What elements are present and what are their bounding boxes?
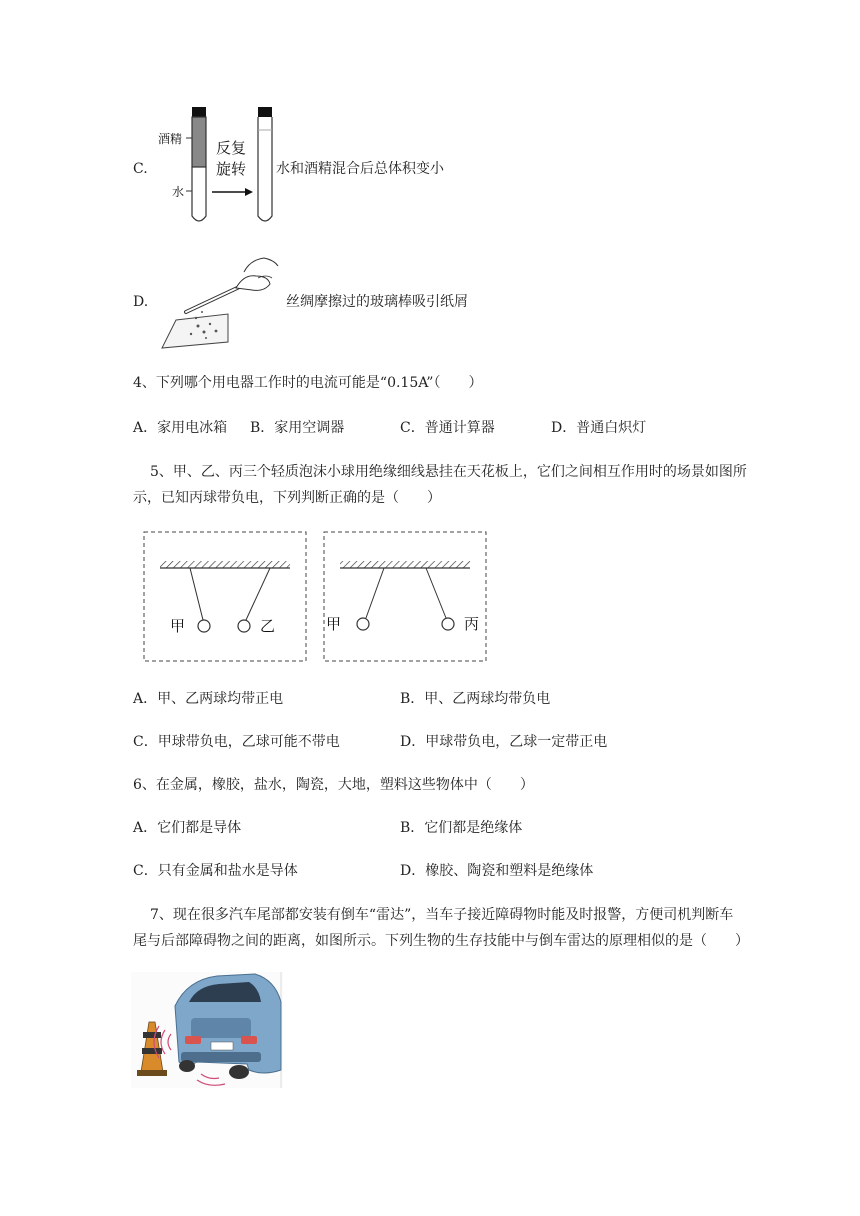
q4-stem: 4、下列哪个用电器工作时的电流可能是“0.15A”（ ）	[133, 375, 483, 391]
ball-yi: 乙	[260, 617, 276, 635]
q5-option-d: D．甲球带负电，乙球一定带正电	[400, 734, 608, 750]
option-c-text: 水和酒精混合后总体积变小	[276, 161, 444, 177]
q5-option-c: C．甲球带负电，乙球可能不带电	[133, 734, 340, 750]
action-label-2: 旋转	[216, 160, 247, 178]
q6-option-a: A．它们都是导体	[133, 820, 242, 836]
q4-option-a: A．家用电冰箱	[133, 420, 228, 436]
q5-stem-line2: 示，已知丙球带负电，下列判断正确的是（ ）	[133, 490, 441, 506]
q6-stem: 6、在金属，橡胶，盐水，陶瓷，大地，塑料这些物体中（ ）	[133, 777, 534, 793]
option-d-text: 丝绸摩擦过的玻璃棒吸引纸屑	[286, 294, 468, 310]
q7-stem-line1: 7、现在很多汽车尾部都安装有倒车“雷达”，当车子接近障碍物时能及时报警，方便司机判断车	[150, 907, 734, 923]
water-label: 水	[172, 185, 185, 199]
option-d-label: D.	[133, 294, 149, 310]
alcohol-label: 酒精	[158, 132, 183, 146]
q4-option-c: C．普通计算器	[400, 420, 495, 436]
q4-option-b: B．家用空调器	[250, 420, 345, 436]
tube-mixing-figure	[150, 104, 280, 230]
ball-jia-left: 甲	[170, 617, 186, 635]
hanging-balls-figure	[140, 530, 490, 664]
q6-option-c: C．只有金属和盐水是导体	[133, 863, 298, 879]
action-label-1: 反复	[216, 139, 247, 157]
q5-option-b: B．甲、乙两球均带负电	[400, 691, 551, 707]
q7-stem-line2: 尾与后部障碍物之间的距离，如图所示。下列生物的生存技能中与倒车雷达的原理相似的是（ ）	[133, 933, 749, 949]
option-c-label: C.	[133, 161, 148, 177]
q6-option-b: B．它们都是绝缘体	[400, 820, 523, 836]
q6-option-d: D．橡胶、陶瓷和塑料是绝缘体	[400, 863, 594, 879]
ball-jia-right: 甲	[326, 615, 342, 633]
reversing-radar-figure	[131, 972, 283, 1088]
glass-rod-figure	[158, 252, 282, 354]
q5-option-a: A．甲、乙两球均带正电	[133, 691, 284, 707]
ball-bing: 丙	[464, 615, 480, 633]
q4-option-d: D．普通白炽灯	[551, 420, 647, 436]
q5-stem-line1: 5、甲、乙、丙三个轻质泡沫小球用绝缘细线悬挂在天花板上，它们之间相互作用时的场景如图所	[150, 464, 747, 480]
